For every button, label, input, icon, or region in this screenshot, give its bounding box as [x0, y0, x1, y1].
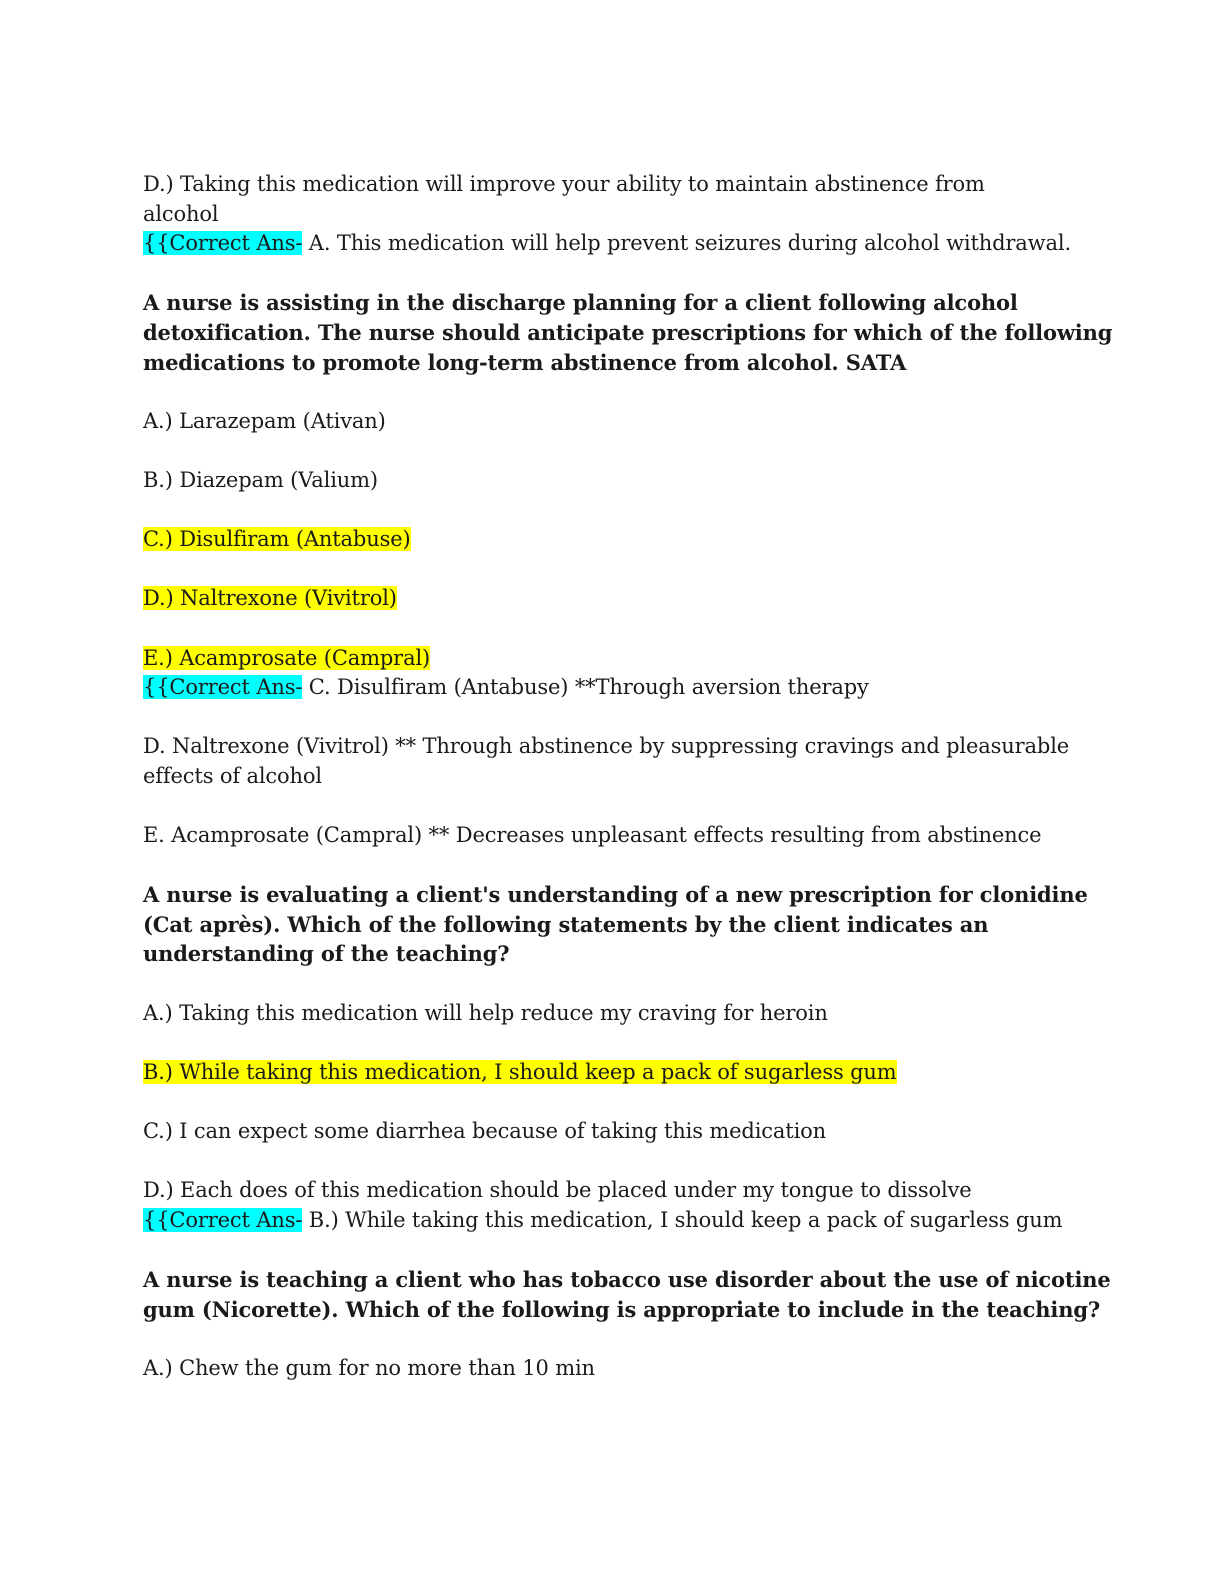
- question-1-option-e-line: [143, 644, 1083, 674]
- question-1-explanation-d-line-2: effects of alcohol: [143, 763, 322, 788]
- question-1-option-a: A.) Larazepam (Ativan): [143, 408, 386, 433]
- question-2-line-2: (Cat après). Which of the following statements by the client indicates an: [143, 911, 989, 937]
- question-2-answer-tag: {{Correct Ans-: [143, 1207, 303, 1232]
- question-2-option-a: A.) Taking this medication will help reduce my craving for heroin: [143, 1000, 828, 1025]
- question-2-option-d: D.) Each does of this medication should be placed under my tongue to dissolve: [143, 1178, 972, 1203]
- question-3-line-1: A nurse is teaching a client who has tobacco use disorder about the use of nicotine: [143, 1266, 1111, 1292]
- correct-answer-tag: {{Correct Ans-: [143, 231, 303, 256]
- question-1-explanation-d-line-1: D. Naltrexone (Vivitrol) ** Through abstinence by suppressing cravings and pleasurable: [143, 734, 1070, 759]
- question-1-option-c-line: [143, 525, 1083, 555]
- question-2-option-b-line: [143, 1058, 1083, 1088]
- question-2-option-c: C.) I can expect some diarrhea because of taking this medication: [143, 1119, 827, 1143]
- question-1-option-c: C.) Disulfiram (Antabuse): [143, 527, 411, 552]
- question-1-option-d-line: [143, 584, 1083, 614]
- question-1-line-2: detoxification. The nurse should anticipate prescriptions for which of the following: [143, 319, 1113, 345]
- question-1-option-b: B.) Diazepam (Valium): [143, 467, 378, 492]
- question-1-explanation-e: E. Acamprosate (Campral) ** Decreases unpleasant effects resulting from abstinence: [143, 823, 1042, 848]
- option-d-line-1: D.) Taking this medication will improve your ability to maintain abstinence from: [143, 172, 985, 196]
- question-2-line-1: A nurse is evaluating a client's understanding of a new prescription for clonidine: [143, 882, 1088, 908]
- question-1-line-3: medications to promote long-term abstinence from alcohol. SATA: [143, 349, 907, 375]
- question-1-answer-text: C. Disulfiram (Antabuse) **Through aversion therapy: [302, 675, 869, 700]
- option-d-line-2: alcohol: [143, 201, 219, 226]
- document-page: [143, 170, 1113, 1383]
- question-1-answer-line: [143, 673, 1083, 703]
- question-1-option-e: E.) Acamprosate (Campral): [143, 645, 431, 670]
- question-2-option-b: B.) While taking this medication, I should keep a pack of sugarless gum: [143, 1059, 897, 1084]
- question-1-answer-tag: {{Correct Ans-: [143, 675, 303, 700]
- correct-answer-line: [143, 229, 1083, 259]
- question-2-answer-text: B.) While taking this medication, I should keep a pack of sugarless gum: [302, 1207, 1063, 1232]
- question-1-line-1: A nurse is assisting in the discharge planning for a client following alcohol: [143, 290, 1018, 316]
- question-1-option-d: D.) Naltrexone (Vivitrol): [143, 586, 397, 611]
- correct-answer-text: A. This medication will help prevent seizures during alcohol withdrawal.: [302, 231, 1071, 256]
- question-3-line-2: gum (Nicorette). Which of the following is appropriate to include in the teaching?: [143, 1296, 1101, 1322]
- question-2-line-3: understanding of the teaching?: [143, 941, 510, 967]
- question-2-answer-line: [143, 1206, 1083, 1236]
- question-3-option-a: A.) Chew the gum for no more than 10 min: [143, 1355, 595, 1380]
